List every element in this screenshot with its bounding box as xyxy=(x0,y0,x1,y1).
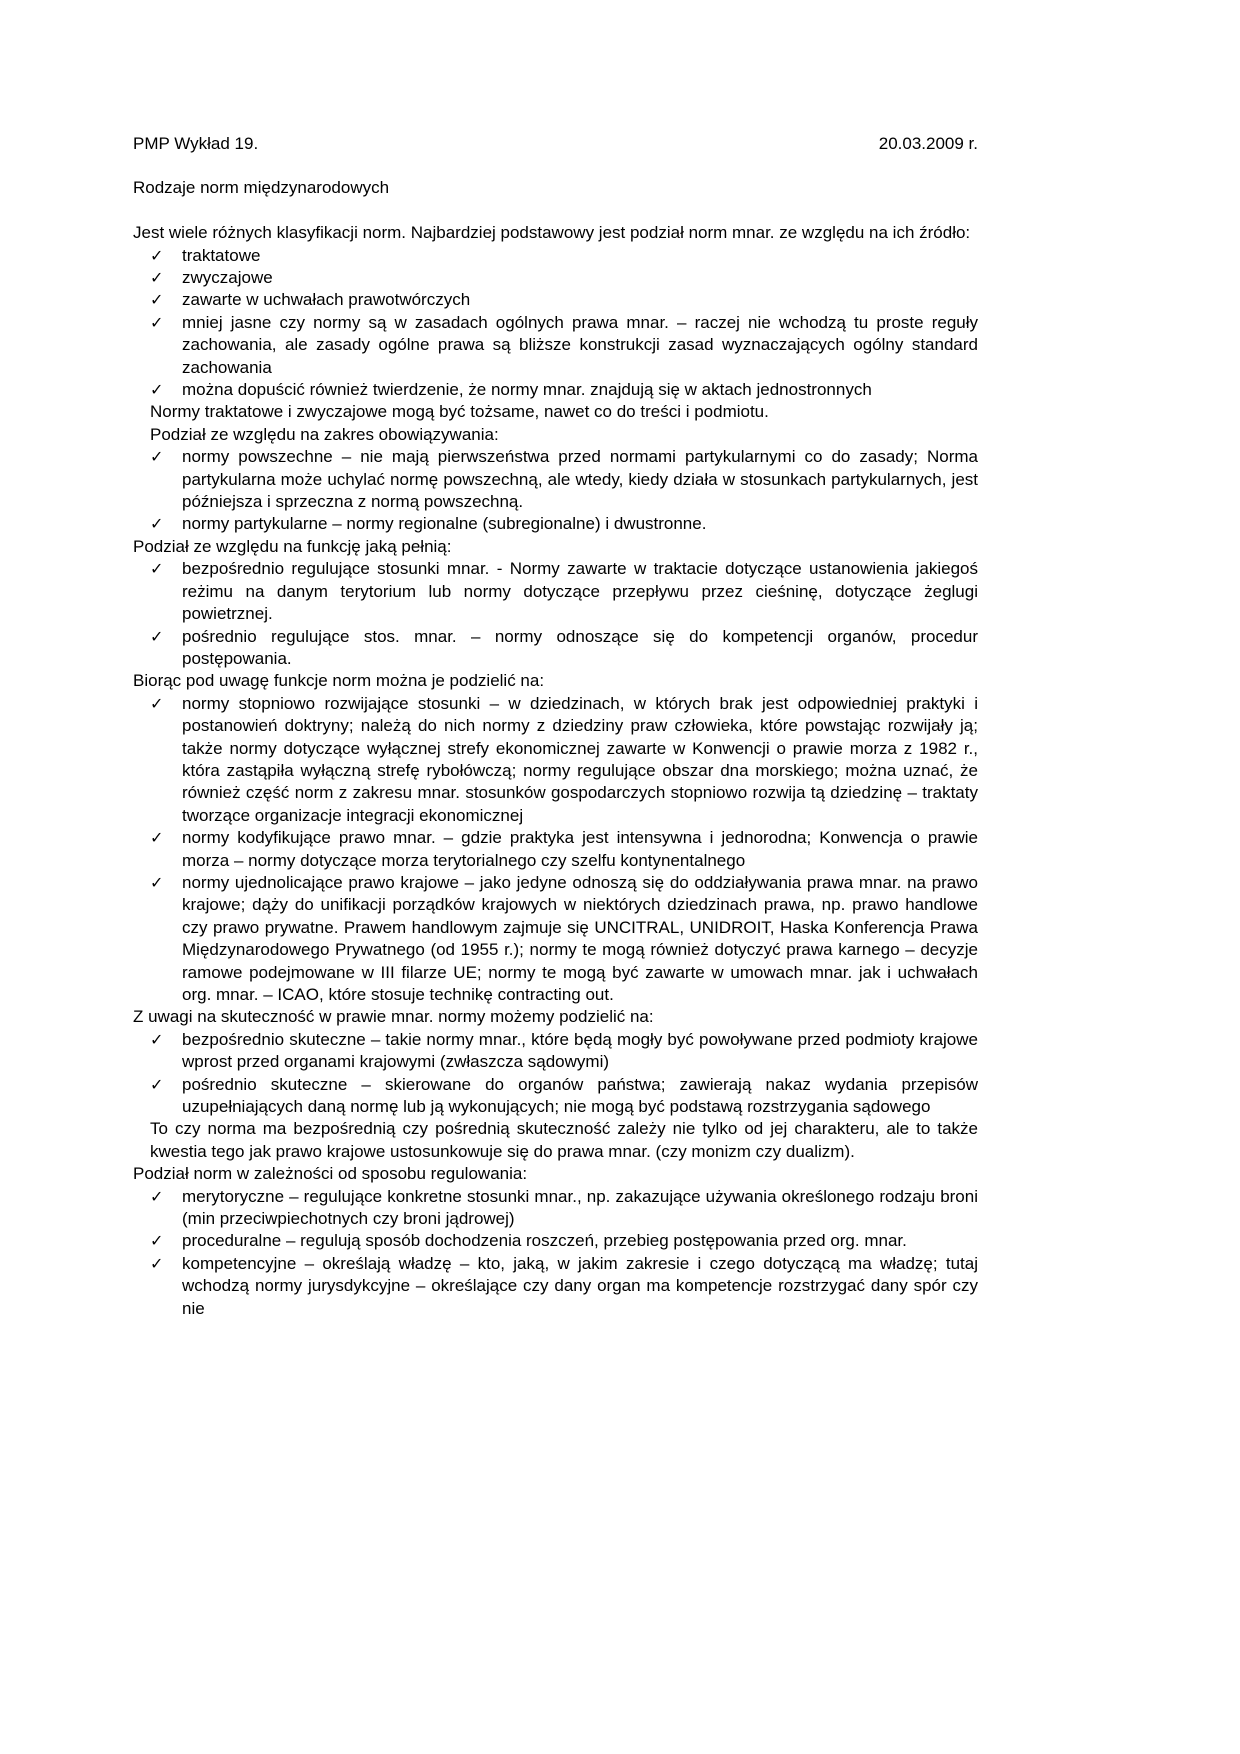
checkmark-icon: ✓ xyxy=(150,1074,164,1094)
checkmark-icon: ✓ xyxy=(150,514,164,534)
checkmark-icon: ✓ xyxy=(150,268,164,287)
checkmark-icon: ✓ xyxy=(150,559,164,579)
checkmark-icon: ✓ xyxy=(150,828,164,848)
paragraph: Z uwagi na skuteczność w prawie mnar. normy możemy podzielić na: xyxy=(133,1007,654,1027)
list-item xyxy=(133,1029,978,1074)
paragraph: Biorąc pod uwagę funkcje norm można je podzielić na: xyxy=(133,671,545,691)
lecture-label: PMP Wykład 19. xyxy=(133,134,259,153)
checkmark-icon: ✓ xyxy=(150,1186,164,1206)
list-item xyxy=(133,1230,978,1252)
list-item-text: normy powszechne – nie mają pierwszeństwa przed normami partykularnymi co do zasady; Norma partykularna może uchylać normę powszechną, ale wtedy, kiedy działa w stosunkach partykularnych, jest późniejsza i sprzeczna z normą powszechną. xyxy=(182,447,978,512)
list-item-text: pośrednio skuteczne – skierowane do organów państwa; zawierają nakaz wydania przepisów uzupełniających daną normę lub ją wykonujących; nie mogą być podstawą rozstrzygania sądowego xyxy=(182,1074,978,1117)
checklist xyxy=(133,558,978,670)
list-item xyxy=(133,693,978,827)
list-item xyxy=(133,1253,978,1320)
list-item-text: pośrednio regulujące stos. mnar. – normy odnoszące się do kompetencji organów, procedur postępowania. xyxy=(182,626,978,668)
list-item xyxy=(133,245,978,267)
list-item-text: bezpośrednio skuteczne – takie normy mnar., które będą mogły być powoływane przed podmioty krajowe wprost przed organami krajowymi (zwłaszcza sądowymi) xyxy=(182,1029,978,1072)
list-item xyxy=(133,289,978,311)
list-item-text: traktatowe xyxy=(182,245,261,265)
checklist xyxy=(133,1186,978,1320)
paragraph: Podział norm w zależności od sposobu regulowania: xyxy=(133,1164,528,1184)
paragraph: Podział ze względu na funkcję jaką pełnią: xyxy=(133,536,452,556)
checkmark-icon: ✓ xyxy=(150,1231,164,1251)
checklist xyxy=(133,245,978,402)
list-item-text: normy stopniowo rozwijające stosunki – w dziedzinach, w których brak jest odpowiedniej praktyki i postanowień doktryny; należą do nich normy z dziedziny praw człowieka, które powstając rozwijały ją; także normy dotyczące wyłącznej strefy ekonomicznej zawarte w Konwencji o prawie morza z 1982 r., która zastąpiła wyłączną strefę rybołówczą; normy regulujące obszar dna morskiego; można uznać, że również część norm z zakresu mnar. stosunków gospodarczych stopniowo rozwija tą dziedzinę – traktaty tworzące organizacje integracji ekonomicznej xyxy=(182,693,978,825)
checkmark-icon: ✓ xyxy=(150,447,164,467)
list-item xyxy=(133,446,978,513)
checkmark-icon: ✓ xyxy=(150,693,164,713)
list-item-text: normy kodyfikujące prawo mnar. – gdzie praktyka jest intensywna i jednorodna; Konwencja o prawie morza – normy dotyczące morza terytorialnego czy szelfu kontynentalnego xyxy=(182,828,978,870)
list-item-text: kompetencyjne – określają władzę – kto, jaką, w jakim zakresie i czego dotyczącą ma władzę; tutaj wchodzą normy jurysdykcyjne – określające czy dany organ ma kompetencje rozstrzygać dany spór czy nie xyxy=(182,1253,978,1318)
document-header xyxy=(133,133,978,155)
date-label: 20.03.2009 r. xyxy=(878,134,978,153)
paragraph: Podział ze względu na zakres obowiązywania: xyxy=(150,424,499,444)
list-item-text: merytoryczne – regulujące konkretne stosunki mnar., np. zakazujące używania określonego rodzaju broni (min przeciwpiechotnych czy broni jądrowej) xyxy=(182,1186,978,1229)
checkmark-icon: ✓ xyxy=(150,380,164,400)
list-item-text: można dopuścić również twierdzenie, że normy mnar. znajdują się w aktach jednostronnych xyxy=(182,380,872,400)
list-item xyxy=(133,1074,978,1119)
checkmark-icon: ✓ xyxy=(150,1253,164,1273)
list-item xyxy=(133,513,978,535)
list-item-text: normy partykularne – normy regionalne (subregionalne) i dwustronne. xyxy=(182,514,707,534)
list-item-text: zwyczajowe xyxy=(182,268,273,287)
list-item xyxy=(133,626,978,671)
list-item xyxy=(133,379,978,401)
document-page xyxy=(133,133,978,1320)
checkmark-icon: ✓ xyxy=(150,312,164,332)
checklist xyxy=(133,1029,978,1119)
checklist xyxy=(133,446,978,536)
list-item xyxy=(133,872,978,1006)
list-item-text: proceduralne – regulują sposób dochodzenia roszczeń, przebieg postępowania przed org. mnar. xyxy=(182,1231,907,1251)
list-item xyxy=(133,827,978,872)
paragraph: Normy traktatowe i zwyczajowe mogą być tożsame, nawet co do treści i podmiotu. xyxy=(150,402,769,422)
list-item xyxy=(133,267,978,289)
list-item-text: normy ujednolicające prawo krajowe – jako jedyne odnoszą się do oddziaływania prawa mnar. na prawo krajowe; dąży do unifikacji porządków krajowych w niektórych dziedzinach prawa, np. prawo handlowe czy prawo prywatne. Prawem handlowym zajmuje się UNCITRAL, UNIDROIT, Haska Konferencja Prawa Międzynarodowego Prywatnego (od 1955 r.); normy te mogą również dotyczyć prawa karnego – decyzje ramowe podejmowane w III filarze UE; normy te mogą być zawarte w umowach mnar. jak i uchwałach org. mnar. – ICAO, które stosuje technikę contracting out. xyxy=(182,872,978,1004)
list-item-text: mniej jasne czy normy są w zasadach ogólnych prawa mnar. – raczej nie wchodzą tu proste reguły zachowania, ale zasady ogólne prawa są bliższe konstrukcji zasad wyznaczających ogólny standard zachowania xyxy=(182,312,978,377)
checkmark-icon: ✓ xyxy=(150,626,164,646)
checkmark-icon: ✓ xyxy=(150,1029,164,1049)
paragraph: To czy norma ma bezpośrednią czy pośrednią skuteczność zależy nie tylko od jej charakteru, ale to także kwestia tego jak prawo krajowe ustosunkowuje się do prawa mnar. (czy monizm czy dualizm). xyxy=(150,1119,978,1161)
document-title: Rodzaje norm międzynarodowych xyxy=(133,178,390,198)
checkmark-icon: ✓ xyxy=(150,245,164,265)
checkmark-icon: ✓ xyxy=(150,290,164,310)
document-body xyxy=(133,222,978,1320)
list-item xyxy=(133,1186,978,1231)
list-item xyxy=(133,312,978,379)
list-item-text: zawarte w uchwałach prawotwórczych xyxy=(182,290,471,310)
list-item xyxy=(133,558,978,625)
checklist xyxy=(133,693,978,1007)
checkmark-icon: ✓ xyxy=(150,872,164,892)
paragraph: Jest wiele różnych klasyfikacji norm. Najbardziej podstawowy jest podział norm mnar. ze względu na ich źródło: xyxy=(133,223,971,243)
list-item-text: bezpośrednio regulujące stosunki mnar. - Normy zawarte w traktacie dotyczące ustanowienia jakiegoś reżimu na danym terytorium lub normy dotyczące przepływu przez cieśninę, dotyczące żeglugi powietrznej. xyxy=(182,559,978,624)
